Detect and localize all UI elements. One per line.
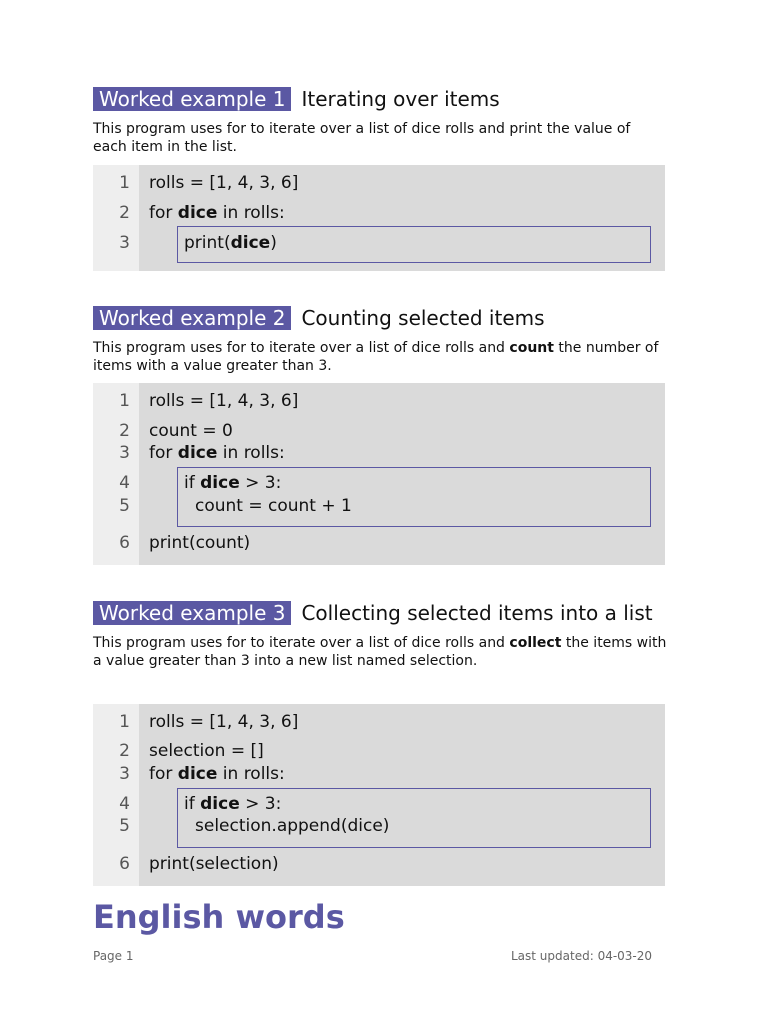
example-heading <box>93 86 668 112</box>
description-text: the number of items with a value greater than 3. <box>93 340 659 374</box>
line-number: 2 <box>119 203 130 223</box>
code-line: count = count + 1 <box>195 496 352 516</box>
line-number: 3 <box>119 443 130 463</box>
line-number: 1 <box>119 712 130 732</box>
code-line: print(dice) <box>184 233 277 253</box>
page-number: Page 1 <box>93 949 134 963</box>
code-line: count = 0 <box>149 421 233 441</box>
code-line: for dice in rolls: <box>149 203 285 223</box>
code-line: for dice in rolls: <box>149 764 285 784</box>
line-number: 4 <box>119 473 130 493</box>
line-number: 5 <box>119 816 130 836</box>
example-tag: Worked example 2 <box>93 306 291 330</box>
code-line: print(count) <box>149 533 251 553</box>
code-line: rolls = [1, 4, 3, 6] <box>149 712 299 732</box>
example-description <box>93 121 668 156</box>
example-title: Counting selected items <box>301 306 545 330</box>
code-line: if dice > 3: <box>184 794 282 814</box>
line-number: 6 <box>119 533 130 553</box>
example-title: Collecting selected items into a list <box>301 601 653 625</box>
code-line: rolls = [1, 4, 3, 6] <box>149 173 299 193</box>
worked-example-1 <box>93 86 668 253</box>
description-text: the items with a value greater than 3 into a new list named selection. <box>93 635 667 669</box>
line-number: 6 <box>119 854 130 874</box>
code-block <box>93 383 665 565</box>
code-line: print(selection) <box>149 854 279 874</box>
code-line: if dice > 3: <box>184 473 282 493</box>
example-tag: Worked example 3 <box>93 601 291 625</box>
worked-example-2 <box>93 305 668 553</box>
line-number: 4 <box>119 794 130 814</box>
description-text: This program uses for to iterate over a list of dice rolls and <box>93 340 510 356</box>
example-description <box>93 340 668 375</box>
example-tag: Worked example 1 <box>93 87 291 111</box>
code-block <box>93 704 665 886</box>
line-number: 3 <box>119 764 130 784</box>
example-heading <box>93 305 668 331</box>
line-number: 2 <box>119 741 130 761</box>
code-line: selection.append(dice) <box>195 816 390 836</box>
example-description <box>93 635 668 670</box>
description-emphasis: count <box>509 340 554 356</box>
section-title: English words <box>93 898 345 936</box>
example-title: Iterating over items <box>301 87 500 111</box>
description-text: This program uses for to iterate over a list of dice rolls and print the value of each item in the list. <box>93 121 631 155</box>
line-number: 1 <box>119 173 130 193</box>
line-number: 2 <box>119 421 130 441</box>
code-line: for dice in rolls: <box>149 443 285 463</box>
example-heading <box>93 600 653 626</box>
description-emphasis: collect <box>509 635 562 651</box>
code-line: rolls = [1, 4, 3, 6] <box>149 391 299 411</box>
code-block <box>93 165 665 271</box>
line-number: 1 <box>119 391 130 411</box>
description-text: This program uses for to iterate over a list of dice rolls and <box>93 635 510 651</box>
line-number: 3 <box>119 233 130 253</box>
line-number: 5 <box>119 496 130 516</box>
last-updated: Last updated: 04-03-20 <box>511 949 653 963</box>
worked-example-3 <box>93 600 668 874</box>
code-line: selection = [] <box>149 741 264 761</box>
